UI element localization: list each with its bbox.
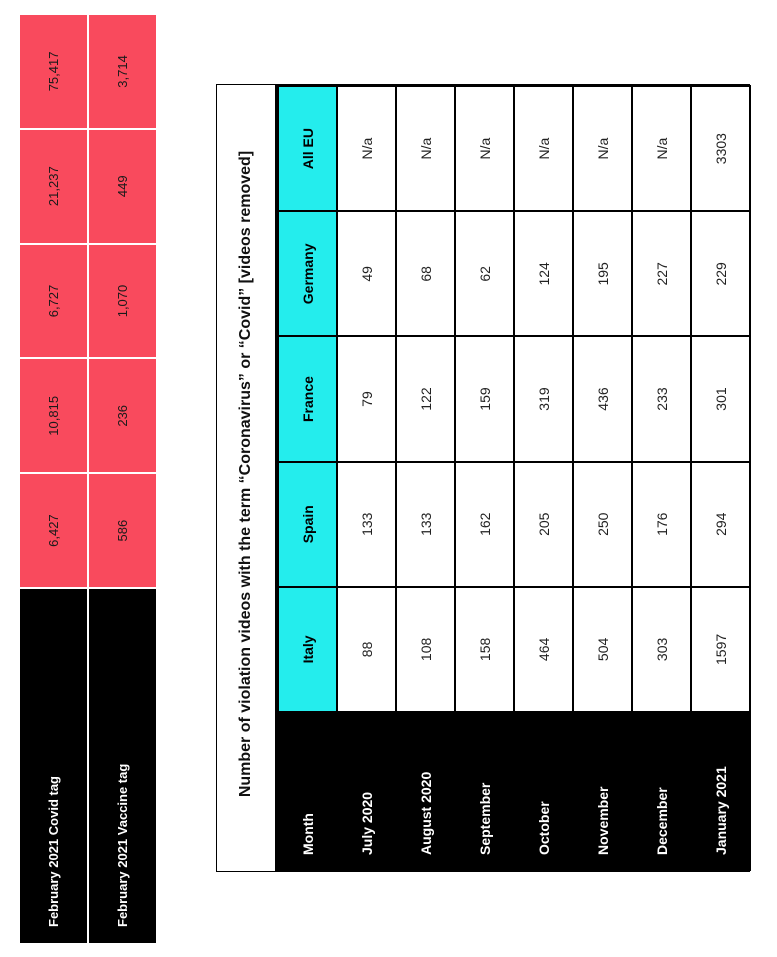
table-cell: 1597 bbox=[691, 587, 750, 712]
table-cell: 449 bbox=[88, 129, 157, 244]
row-label: February 2021 Vaccine tag bbox=[88, 588, 157, 944]
violation-table bbox=[216, 84, 750, 872]
table-cell: 195 bbox=[573, 211, 632, 336]
table-cell: 1,070 bbox=[88, 244, 157, 359]
table-row bbox=[88, 14, 157, 944]
table-title: Number of violation videos with the term “Coronavirus” or “Covid” [videos removed] bbox=[217, 85, 277, 871]
month-cell: January 2021 bbox=[691, 712, 750, 870]
table-cell: 3303 bbox=[691, 86, 750, 211]
column-header-month: Month bbox=[278, 712, 337, 870]
table-cell: 294 bbox=[691, 462, 750, 587]
table-cell: 133 bbox=[337, 462, 396, 587]
table-cell: 79 bbox=[337, 336, 396, 461]
table-cell: 6,727 bbox=[19, 244, 88, 359]
table-row bbox=[691, 86, 750, 870]
table-cell: 227 bbox=[632, 211, 691, 336]
row-label: February 2021 Covid tag bbox=[19, 588, 88, 944]
month-cell: July 2020 bbox=[337, 712, 396, 870]
month-cell: October bbox=[514, 712, 573, 870]
header-row bbox=[278, 86, 337, 870]
table-cell: 176 bbox=[632, 462, 691, 587]
table-cell: N/a bbox=[455, 86, 514, 211]
table-cell: N/a bbox=[337, 86, 396, 211]
table-cell: 504 bbox=[573, 587, 632, 712]
month-cell: August 2020 bbox=[396, 712, 455, 870]
table-cell: 303 bbox=[632, 587, 691, 712]
table-cell: N/a bbox=[632, 86, 691, 211]
column-header-all-eu: All EU bbox=[278, 86, 337, 211]
table-cell: 68 bbox=[396, 211, 455, 336]
table-cell: 233 bbox=[632, 336, 691, 461]
table-cell: 250 bbox=[573, 462, 632, 587]
table-cell: 122 bbox=[396, 336, 455, 461]
table-cell: 236 bbox=[88, 358, 157, 473]
table-cell: 62 bbox=[455, 211, 514, 336]
table-cell: 436 bbox=[573, 336, 632, 461]
table-cell: 301 bbox=[691, 336, 750, 461]
table-cell: 6,427 bbox=[19, 473, 88, 588]
table-row bbox=[19, 14, 88, 944]
table-cell: 159 bbox=[455, 336, 514, 461]
table-cell: 124 bbox=[514, 211, 573, 336]
table-cell: N/a bbox=[396, 86, 455, 211]
table-row bbox=[514, 86, 573, 870]
month-cell: December bbox=[632, 712, 691, 870]
table-cell: 10,815 bbox=[19, 358, 88, 473]
column-header-italy: Italy bbox=[278, 587, 337, 712]
table-row bbox=[396, 86, 455, 870]
table-cell: N/a bbox=[514, 86, 573, 211]
column-header-spain: Spain bbox=[278, 462, 337, 587]
month-cell: November bbox=[573, 712, 632, 870]
table-cell: N/a bbox=[573, 86, 632, 211]
table-cell: 586 bbox=[88, 473, 157, 588]
column-header-germany: Germany bbox=[278, 211, 337, 336]
table-frame bbox=[216, 84, 750, 872]
tag-table bbox=[18, 13, 158, 945]
table-row bbox=[573, 86, 632, 870]
table-cell: 158 bbox=[455, 587, 514, 712]
month-cell: September bbox=[455, 712, 514, 870]
table-cell: 108 bbox=[396, 587, 455, 712]
table-cell: 464 bbox=[514, 587, 573, 712]
table-cell: 75,417 bbox=[19, 14, 88, 129]
table-cell: 3,714 bbox=[88, 14, 157, 129]
table-cell: 162 bbox=[455, 462, 514, 587]
table-cell: 88 bbox=[337, 587, 396, 712]
table-cell: 205 bbox=[514, 462, 573, 587]
table-row bbox=[455, 86, 514, 870]
table-row bbox=[337, 86, 396, 870]
table-cell: 229 bbox=[691, 211, 750, 336]
table-cell: 49 bbox=[337, 211, 396, 336]
column-header-france: France bbox=[278, 336, 337, 461]
table-cell: 133 bbox=[396, 462, 455, 587]
table-cell: 319 bbox=[514, 336, 573, 461]
table-cell: 21,237 bbox=[19, 129, 88, 244]
table-row bbox=[632, 86, 691, 870]
